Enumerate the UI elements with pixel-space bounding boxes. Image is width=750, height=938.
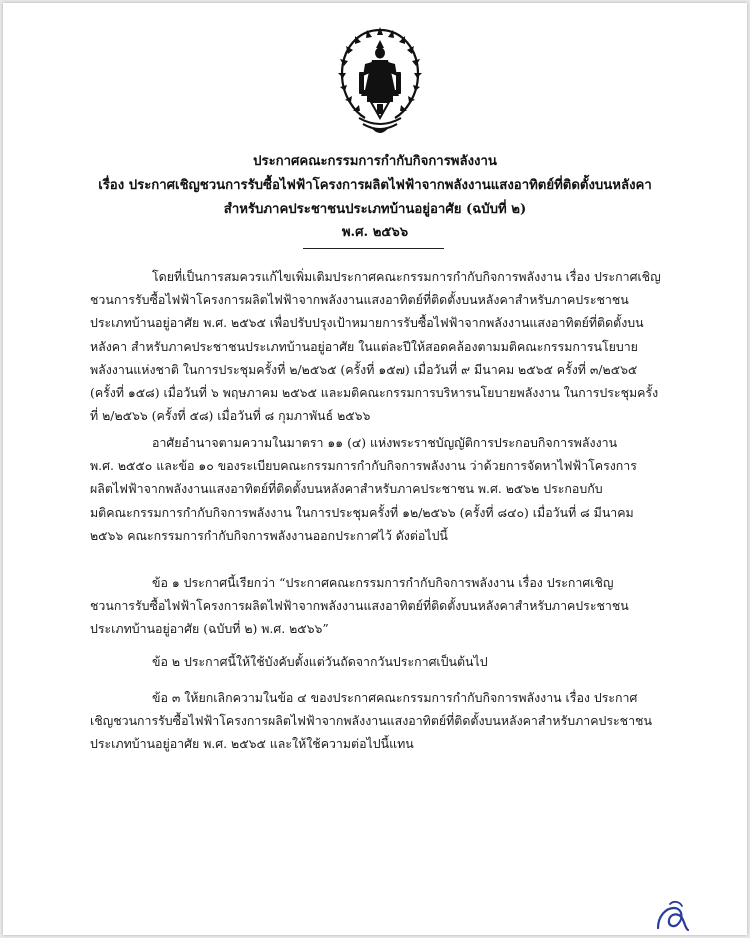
text-line: พลังงานแห่งชาติ ในการประชุมครั้งที่ ๒/๒๕๖๕ (ครั้งที่ ๑๕๗) เมื่อวันที่ ๙ มีนาคม ๒๕๖๕ ครั้งที่ ๓/๒๕๖๕: [90, 361, 638, 377]
title-line-1: ประกาศคณะกรรมการกำกับกิจการพลังงาน: [253, 154, 497, 169]
clause-1: [90, 571, 670, 641]
title-line-4: พ.ศ. ๒๕๖๖: [341, 225, 409, 240]
text-line: ประเภทบ้านอยู่อาศัย พ.ศ. ๒๕๖๕ และให้ใช้ความต่อไปนี้แทน: [90, 736, 414, 752]
text-line: หลังคา สำหรับภาคประชาชนประเภทบ้านอยู่อาศัย ในแต่ละปีให้สอดคล้องตามมติคณะกรรมการนโยบาย: [90, 338, 638, 354]
text-line: พ.ศ. ๒๕๕๐ และข้อ ๑๐ ของระเบียบคณะกรรมการกำกับกิจการพลังงาน ว่าด้วยการจัดหาไฟฟ้าโครงการ: [90, 458, 637, 474]
text-line: ชวนการรับซื้อไฟฟ้าโครงการผลิตไฟฟ้าจากพลังงานแสงอาทิตย์ที่ติดตั้งบนหลังคาสำหรับภาคประชาชน: [90, 598, 629, 614]
title-line-3: สำหรับภาคประชาชนประเภทบ้านอยู่อาศัย (ฉบับที่ ๒): [223, 202, 527, 217]
title-divider: [303, 248, 444, 249]
text-line: ข้อ ๓ ให้ยกเลิกความในข้อ ๔ ของประกาศคณะกรรมการกำกับกิจการพลังงาน เรื่อง ประกาศ: [152, 690, 638, 705]
title-line-2: เรื่อง ประกาศเชิญชวนการรับซื้อไฟฟ้าโครงการผลิตไฟฟ้าจากพลังงานแสงอาทิตย์ที่ติดตั้งบนหลังคา: [98, 178, 652, 193]
text-line: อาศัยอำนาจตามความในมาตรา ๑๑ (๔) แห่งพระราชบัญญัติการประกอบกิจการพลังงาน: [152, 435, 618, 450]
text-line: ผลิตไฟฟ้าจากพลังงานแสงอาทิตย์ที่ติดตั้งบนหลังคาสำหรับภาคประชาชน พ.ศ. ๒๕๖๒ ประกอบกับ: [90, 481, 603, 497]
erc-emblem-icon: [337, 26, 423, 144]
clause-3: [90, 686, 670, 756]
paragraph-authority: [90, 431, 670, 547]
text-line: ประเภทบ้านอยู่อาศัย พ.ศ. ๒๕๖๕ เพื่อปรับปรุงเป้าหมายการรับซื้อไฟฟ้าจากพลังงานแสงอาทิตย์ที่ติดตั้งบน: [90, 315, 644, 331]
clause-2: [90, 650, 670, 673]
text-line: ข้อ ๑ ประกาศนี้เรียกว่า “ประกาศคณะกรรมการกำกับกิจการพลังงาน เรื่อง ประกาศเชิญ: [152, 575, 614, 590]
text-line: ประเภทบ้านอยู่อาศัย (ฉบับที่ ๒) พ.ศ. ๒๕๖๖”: [90, 621, 329, 637]
handwritten-initial-signature: [652, 898, 694, 934]
text-line: เชิญชวนการรับซื้อไฟฟ้าโครงการผลิตไฟฟ้าจากพลังงานแสงอาทิตย์ที่ติดตั้งบนหลังคาสำหรับภาคประชาชน: [90, 713, 652, 729]
text-line: มติคณะกรรมการกำกับกิจการพลังงาน ในการประชุมครั้งที่ ๑๒/๒๕๖๖ (ครั้งที่ ๘๔๐) เมื่อวันที่ ๘ มีนาคม: [90, 504, 634, 520]
text-line: ที่ ๒/๒๕๖๖ (ครั้งที่ ๕๘) เมื่อวันที่ ๘ กุมภาพันธ์ ๒๕๖๖: [90, 408, 371, 424]
text-line: ชวนการรับซื้อไฟฟ้าโครงการผลิตไฟฟ้าจากพลังงานแสงอาทิตย์ที่ติดตั้งบนหลังคาสำหรับภาคประชาชน: [90, 292, 629, 308]
text-line: (ครั้งที่ ๑๕๘) เมื่อวันที่ ๖ พฤษภาคม ๒๕๖๕ และมติคณะกรรมการบริหารนโยบายพลังงาน ในการประชุมครั้ง: [90, 385, 659, 401]
paragraph-preamble: [90, 265, 670, 427]
text-line: ๒๕๖๖ คณะกรรมการกำกับกิจการพลังงานออกประกาศไว้ ดังต่อไปนี้: [90, 527, 448, 543]
text-line: โดยที่เป็นการสมควรแก้ไขเพิ่มเติมประกาศคณะกรรมการกำกับกิจการพลังงาน เรื่อง ประกาศเชิญ: [152, 269, 661, 284]
text-line: ข้อ ๒ ประกาศนี้ให้ใช้บังคับตั้งแต่วันถัดจากวันประกาศเป็นต้นไป: [152, 654, 488, 669]
